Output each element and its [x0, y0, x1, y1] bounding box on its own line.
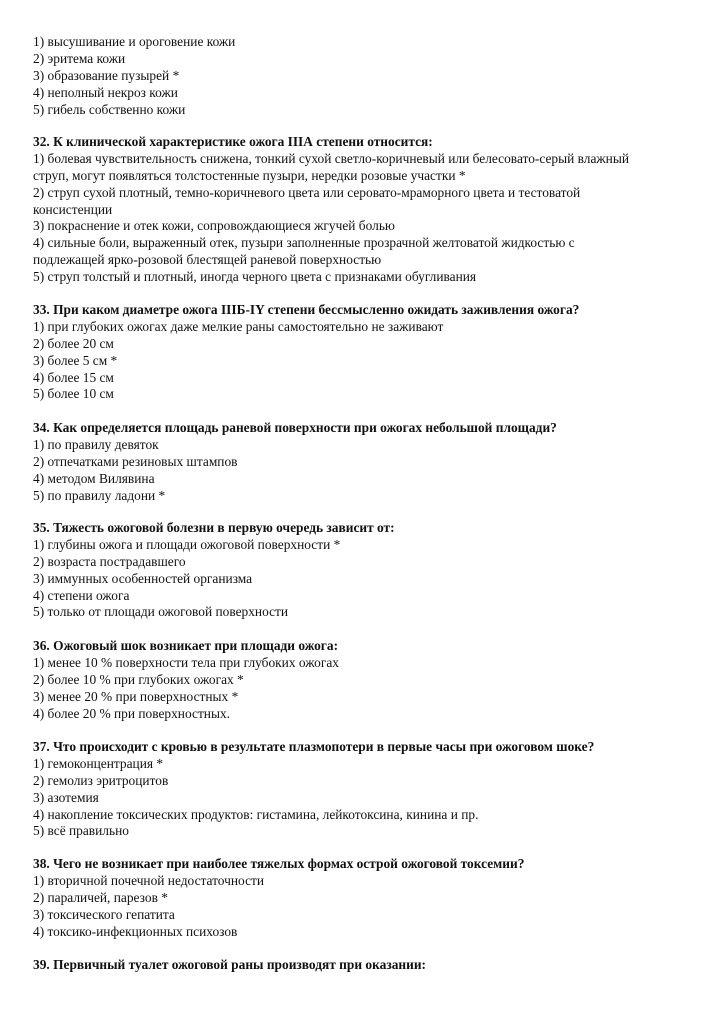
option-line: 1) высушивание и ороговение кожи — [33, 34, 236, 49]
option-line: 2) эритема кожи — [33, 50, 126, 66]
question-36 — [33, 638, 693, 722]
option-line: 3) образование пузырей * — [33, 67, 180, 83]
question-37 — [33, 739, 693, 840]
option-line: 4) сильные боли, выраженный отек, пузыри заполненные прозрачной желтоватой жидкостью с — [33, 235, 575, 251]
option-line: 2) отпечатками резиновых штампов — [33, 453, 238, 469]
option-line: 4) более 20 % при поверхностных. — [33, 705, 231, 721]
option-line: 4) накопление токсических продуктов: гистамина, лейкотоксина, кинина и пр. — [33, 806, 479, 822]
question-35 — [33, 520, 693, 621]
option-line: 1) болевая чувствительность снижена, тонкий сухой светло-коричневый или белесовато-серый влажный — [33, 150, 629, 166]
option-line: 5) всё правильно — [33, 823, 129, 839]
option-line: 2) более 10 % при глубоких ожогах * — [33, 671, 244, 687]
question-title: 38. Чего не возникает при наиболее тяжелых формах острой ожоговой токсемии? — [33, 856, 525, 871]
question-title: 39. Первичный туалет ожоговой раны производят при оказании: — [33, 957, 426, 972]
option-line: 4) степени ожога — [33, 587, 130, 603]
option-line: 3) азотемия — [33, 789, 99, 805]
option-line: 1) вторичной почечной недостаточности — [33, 872, 265, 888]
option-line: 4) более 15 см — [33, 369, 114, 385]
question-34 — [33, 420, 693, 504]
option-line: 4) токсико-инфекционных психозов — [33, 923, 238, 939]
option-line: 2) параличей, парезов * — [33, 889, 168, 905]
question-title: 35. Тяжесть ожоговой болезни в первую очередь зависит от: — [33, 520, 395, 535]
option-line: 1) по правилу девяток — [33, 436, 159, 452]
option-line: 2) возраста пострадавшего — [33, 553, 186, 569]
option-line: 4) неполный некроз кожи — [33, 84, 178, 100]
option-line: 4) методом Вилявина — [33, 470, 155, 486]
option-line: 1) при глубоких ожогах даже мелкие раны самостоятельно не заживают — [33, 318, 444, 334]
question-32 — [33, 134, 693, 286]
option-line: 1) менее 10 % поверхности тела при глубоких ожогах — [33, 654, 339, 670]
question-title: 33. При каком диаметре ожога IIIБ-IY степени бессмысленно ожидать заживления ожога? — [33, 302, 580, 317]
intro-options — [33, 34, 693, 118]
option-line: 3) иммунных особенностей организма — [33, 570, 253, 586]
option-line: 5) более 10 см — [33, 386, 114, 402]
question-39 — [33, 957, 693, 974]
option-line: 2) более 20 см — [33, 335, 114, 351]
option-line: 3) токсического гепатита — [33, 906, 175, 922]
option-line: 5) гибель собственно кожи — [33, 101, 186, 117]
question-title: 32. К клинической характеристике ожога IIIА степени относится: — [33, 134, 433, 149]
option-line: консистенции — [33, 201, 113, 217]
option-line: 5) только от площади ожоговой поверхности — [33, 604, 289, 620]
option-line: 2) гемолиз эритроцитов — [33, 772, 169, 788]
option-line: 5) по правилу ладони * — [33, 487, 166, 503]
option-line: 5) струп толстый и плотный, иногда черного цвета с признаками обугливания — [33, 269, 477, 285]
question-38 — [33, 856, 693, 940]
question-title: 36. Ожоговый шок возникает при площади ожога: — [33, 638, 339, 653]
option-line: 3) менее 20 % при поверхностных * — [33, 688, 239, 704]
option-line: 3) более 5 см * — [33, 352, 118, 368]
option-line: 1) глубины ожога и площади ожоговой поверхности * — [33, 536, 341, 552]
question-title: 34. Как определяется площадь раневой поверхности при ожогах небольшой площади? — [33, 420, 557, 435]
option-line: 2) струп сухой плотный, темно-коричневого цвета или серовато-мраморного цвета и тестоватой — [33, 184, 581, 200]
option-line: 3) покраснение и отек кожи, сопровождающиеся жгучей болью — [33, 218, 395, 234]
question-33 — [33, 302, 693, 403]
question-title: 37. Что происходит с кровью в результате плазмопотери в первые часы при ожоговом шоке? — [33, 739, 595, 754]
option-line: 1) гемоконцентрация * — [33, 755, 164, 771]
option-line: струп, могут появляться толстостенные пузыри, нередки розовые участки * — [33, 167, 466, 183]
option-line: подлежащей ярко-розовой блестящей раневой поверхностью — [33, 252, 382, 268]
